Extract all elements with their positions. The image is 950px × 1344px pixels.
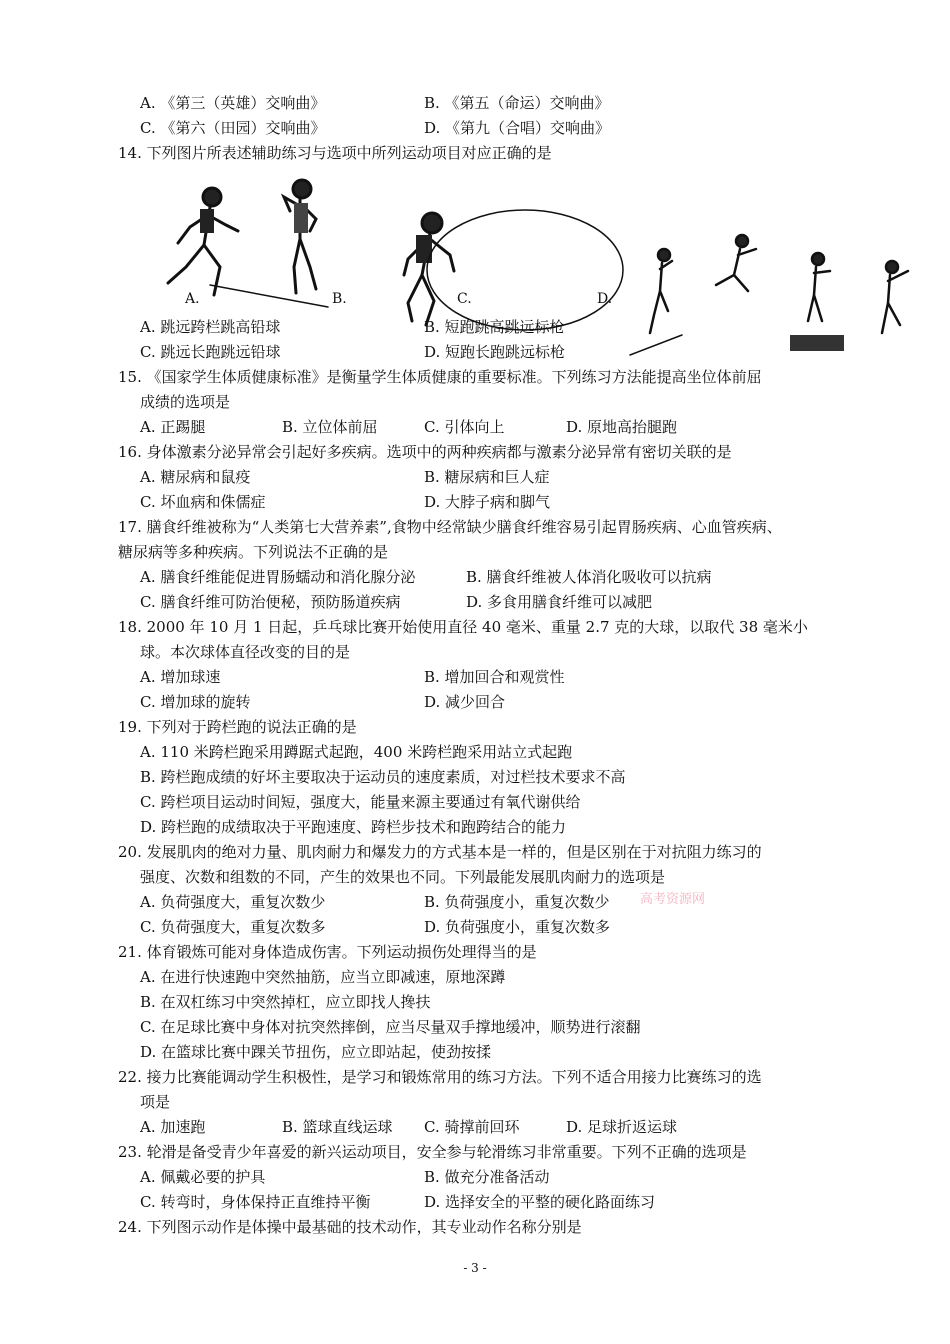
- q22-stem-line1: 22. 接力比赛能调动学生积极性，是学习和锻炼常用的练习方法。下列不适合用接力比赛练习的选: [118, 1068, 762, 1086]
- q19-stem: 19. 下列对于跨栏跑的说法正确的是: [118, 718, 357, 736]
- fig-label-d: D.: [597, 291, 613, 307]
- jumper-sequence-d: [630, 235, 908, 355]
- q16-option-c: C. 坏血病和侏儒症: [140, 493, 266, 511]
- q15-option-b: B. 立位体前屈: [282, 418, 378, 436]
- q22-option-b: B. 篮球直线运球: [282, 1118, 393, 1136]
- q16-option-a: A. 糖尿病和鼠疫: [140, 468, 251, 486]
- q22-stem-line2: 项是: [140, 1093, 171, 1111]
- q20-option-c: C. 负荷强度大，重复次数多: [140, 918, 326, 936]
- q17-option-a: A. 膳食纤维能促进胃肠蠕动和消化腺分泌: [140, 568, 416, 586]
- q14-stem: 14. 下列图片所表述辅助练习与选项中所列运动项目对应正确的是: [118, 144, 552, 162]
- q15-option-d: D. 原地高抬腿跑: [566, 418, 678, 436]
- q21-option-a: A. 在进行快速跑中突然抽筋，应当立即减速，原地深蹲: [140, 968, 506, 986]
- q17-stem-line2: 糖尿病等多种疾病。下列说法不正确的是: [118, 543, 389, 561]
- q23-stem: 23. 轮滑是备受青少年喜爱的新兴运动项目，安全参与轮滑练习非常重要。下列不正确的选项是: [118, 1143, 747, 1161]
- q18-option-b: B. 增加回合和观赏性: [424, 668, 565, 686]
- q24-stem: 24. 下列图示动作是体操中最基础的技术动作，其专业动作名称分别是: [118, 1218, 582, 1236]
- q17-option-b: B. 膳食纤维被人体消化吸收可以抗病: [466, 568, 712, 586]
- q23-option-c: C. 转弯时，身体保持正直维持平衡: [140, 1193, 371, 1211]
- q18-option-d: D. 减少回合: [424, 693, 506, 711]
- q13-option-a: A. 《第三（英雄）交响曲》: [140, 94, 326, 112]
- q18-stem-line1: 18. 2000 年 10 月 1 日起，乒乓球比赛开始使用直径 40 毫米、重量 2.7 克的大球，以取代 38 毫米小: [118, 618, 808, 636]
- q19-option-b: B. 跨栏跑成绩的好坏主要取决于运动员的速度素质，对过栏技术要求不高: [140, 768, 626, 786]
- q20-stem-line1: 20. 发展肌肉的绝对力量、肌肉耐力和爆发力的方式基本是一样的，但是区别在于对抗阻力练习的: [118, 843, 762, 861]
- q21-option-d: D. 在篮球比赛中踝关节扭伤，应立即站起，使劲按揉: [140, 1043, 492, 1061]
- q18-option-a: A. 增加球速: [140, 668, 221, 686]
- q15-stem-line1: 15. 《国家学生体质健康标准》是衡量学生体质健康的重要标准。下列练习方法能提高坐位体前屈: [118, 368, 762, 386]
- q19-option-d: D. 跨栏跑的成绩取决于平跑速度、跨栏步技术和跑跨结合的能力: [140, 818, 567, 836]
- q21-stem: 21. 体育锻炼可能对身体造成伤害。下列运动损伤处理得当的是: [118, 943, 537, 961]
- q16-stem: 16. 身体激素分泌异常会引起好多疾病。选项中的两种疾病都与激素分泌异常有密切关联的是: [118, 443, 732, 461]
- q21-option-b: B. 在双杠练习中突然掉杠，应立即找人搀扶: [140, 993, 431, 1011]
- oval-track: [427, 210, 623, 330]
- fig-label-b: B.: [332, 291, 347, 307]
- q14-option-a: A. 跳远跨栏跳高铅球: [140, 318, 281, 336]
- q15-stem-line2: 成绩的选项是: [140, 393, 231, 411]
- q18-option-c: C. 增加球的旋转: [140, 693, 251, 711]
- q17-option-d: D. 多食用膳食纤维可以减肥: [466, 593, 653, 611]
- q13-option-c: C. 《第六（田园）交响曲》: [140, 119, 326, 137]
- runner-figure-a: [168, 188, 238, 295]
- q18-stem-line2: 球。本次球体直径改变的目的是: [140, 643, 351, 661]
- fig-label-a: A.: [185, 291, 200, 307]
- page-number: - 3 -: [463, 1261, 487, 1275]
- q15-option-c: C. 引体向上: [424, 418, 505, 436]
- q20-stem-line2: 强度、次数和组数的不同，产生的效果也不同。下列最能发展肌肉耐力的选项是: [140, 868, 666, 886]
- q14-option-c: C. 跳远长跑跳远铅球: [140, 343, 281, 361]
- q22-option-a: A. 加速跑: [140, 1118, 206, 1136]
- q19-option-a: A. 110 米跨栏跑采用蹲踞式起跑，400 米跨栏跑采用站立式起跑: [140, 743, 573, 761]
- q15-option-a: A. 正踢腿: [140, 418, 206, 436]
- q17-option-c: C. 膳食纤维可防治便秘，预防肠道疾病: [140, 593, 401, 611]
- runner-figure-c: [404, 213, 454, 325]
- q23-option-b: B. 做充分准备活动: [424, 1168, 550, 1186]
- q22-option-d: D. 足球折返运球: [566, 1118, 678, 1136]
- coach-figure-b: [284, 180, 316, 293]
- q23-option-d: D. 选择安全的平整的硬化路面练习: [424, 1193, 656, 1211]
- q16-option-b: B. 糖尿病和巨人症: [424, 468, 550, 486]
- q14-option-d: D. 短跑长跑跳远标枪: [424, 343, 566, 361]
- q13-option-d: D. 《第九（合唱）交响曲》: [424, 119, 611, 137]
- q20-option-b: B. 负荷强度小，重复次数少: [424, 893, 610, 911]
- q20-option-a: A. 负荷强度大，重复次数少: [140, 893, 326, 911]
- q16-option-d: D. 大脖子病和脚气: [424, 493, 551, 511]
- q21-option-c: C. 在足球比赛中身体对抗突然摔倒，应当尽量双手撑地缓冲，顺势进行滚翻: [140, 1018, 641, 1036]
- q20-option-d: D. 负荷强度小，重复次数多: [424, 918, 611, 936]
- q13-option-b: B. 《第五（命运）交响曲》: [424, 94, 610, 112]
- q23-option-a: A. 佩戴必要的护具: [140, 1168, 266, 1186]
- q19-option-c: C. 跨栏项目运动时间短，强度大，能量来源主要通过有氧代谢供给: [140, 793, 581, 811]
- watermark-text: 高考资源网: [640, 892, 706, 907]
- q14-option-b: B. 短跑跳高跳远标枪: [424, 318, 565, 336]
- q22-option-c: C. 骑撑前回环: [424, 1118, 520, 1136]
- q17-stem-line1: 17. 膳食纤维被称为“人类第七大营养素”,食物中经常缺少膳食纤维容易引起胃肠疾病、心血管疾病、: [118, 518, 782, 536]
- track-line: [210, 285, 328, 307]
- fig-label-c: C.: [457, 291, 472, 307]
